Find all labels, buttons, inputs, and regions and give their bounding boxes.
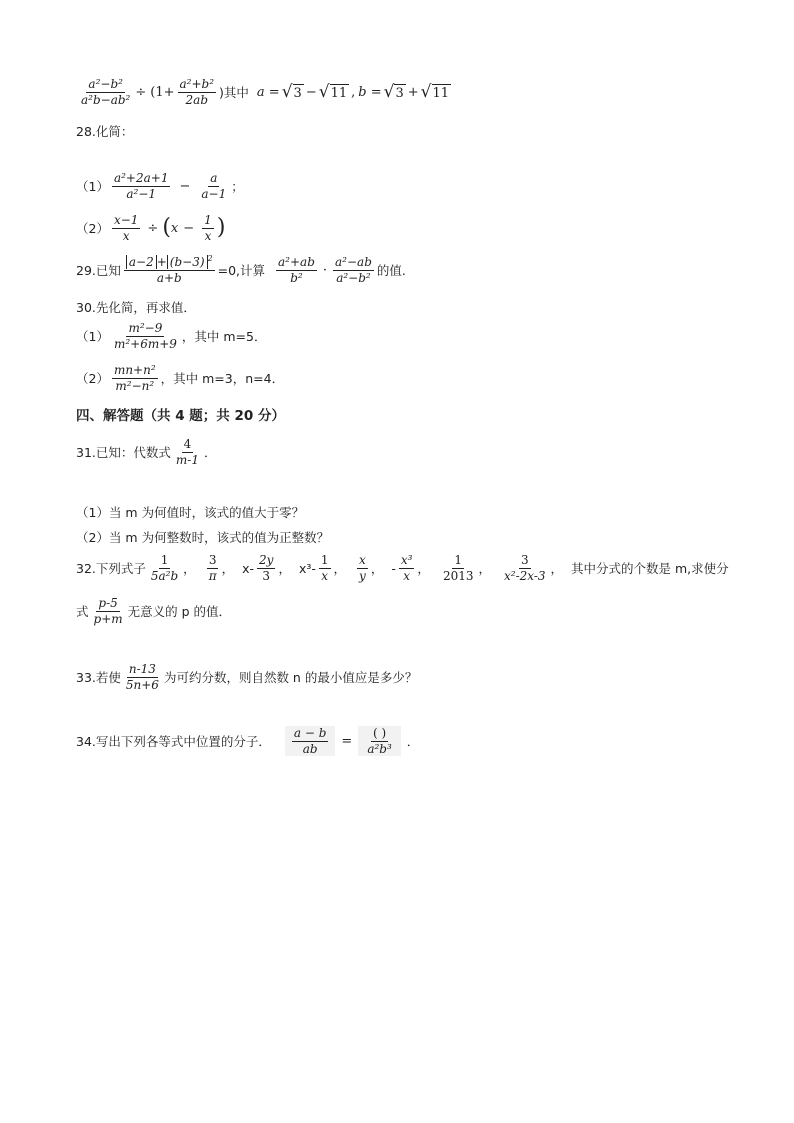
problem-32-line-2: 式 $\frac{p-5}{p+m}$ 无意义的 p 的值．	[76, 596, 232, 626]
fraction: $\frac{1}{2013}$	[442, 553, 474, 583]
fraction: $\frac{( )}{\text{a²b³}}$	[367, 726, 392, 756]
problem-28-title: 28.化简：	[76, 124, 134, 139]
fraction: $\frac{\text{a²+ab}}{\text{b²}}$	[278, 255, 315, 285]
fraction: $\frac{1}{\text{5a²b}}$	[150, 553, 179, 583]
sqrt: √ 11	[318, 81, 348, 102]
sqrt: √ 3	[383, 81, 404, 102]
fraction: $\frac{\text{x³}}{x}$	[400, 553, 413, 583]
fraction: $\frac{n-13}{5n+6}$	[125, 662, 159, 692]
equation-box	[285, 726, 336, 756]
problem-34-line: 34.写出下列各等式中位置的分子． $\frac{a - b}{ab}$ = $\frac{( )}{\text{a²b³}}$ ．	[76, 726, 420, 756]
fraction: $\frac{3}{\pi}$	[208, 553, 217, 583]
problem-33-line: 33.若使 $\frac{n-13}{5n+6}$ 为可约分数，则自然数 n 的最小值应是多少？	[76, 662, 418, 692]
problem-30-title: 30.先化简，再求值．	[76, 300, 196, 315]
fraction: $\frac{\text{mn+n²}}{\text{m²−n²}}$	[113, 363, 156, 393]
fraction: $\frac{1}{x}$	[320, 553, 329, 583]
fraction: $\frac{p-5}{p+m}$	[93, 596, 123, 626]
fraction: $\frac{1}{x}$	[204, 213, 212, 243]
fraction: $\frac{\text{a²−ab}}{\text{a²−b²}}$	[335, 255, 372, 285]
fraction: $\frac{3}{\text{x²-2x-3}}$	[504, 553, 546, 583]
sqrt: √ 11	[420, 81, 450, 102]
fraction: $\frac{a-2 + (b-3) ^2}{a+b}$	[124, 256, 215, 284]
problem-28-part2: （2） $\frac{x-1}{x}$ ÷ ( x − $\frac{1}{x}$ )	[76, 213, 226, 243]
problem-28-part1: （1） $\frac{\text{a²+2a+1}}{\text{a²−1}}$ − $\frac{a}{a-1}$ ；	[76, 171, 244, 201]
fraction: $\frac{\text{a²+2a+1}}{\text{a²−1}}$	[113, 171, 169, 201]
problem-29-line: 29.已知 $\frac{a-2 + (b-3) ^2}{a+b}$ =0,计算 $\frac{\text{a²+ab}}{\text{b²}}$ · $\frac{\text{a²−ab}}{\text{a²−b²}}$ 的值.	[76, 254, 406, 285]
problem-31-line: 31.已知：代数式 $\frac{4}{m-1}$ ．	[76, 437, 217, 467]
sqrt: √ 3	[281, 81, 302, 102]
fraction: $\frac{a - b}{ab}$	[293, 726, 327, 756]
problem-31-question-2: （2）当 m 为何整数时，该式的值为正整数？	[76, 530, 330, 545]
problem-30-part2: （2） $\frac{\text{mn+n²}}{\text{m²−n²}}$ ，其中 m=3，n=4．	[76, 363, 285, 393]
fraction: $\frac{x}{y}$	[359, 553, 366, 583]
problem-31-question-1: （1）当 m 为何值时，该式的值大于零？	[76, 505, 305, 520]
fraction: $\frac{4}{m-1}$	[175, 437, 199, 467]
equation-box	[358, 726, 400, 756]
fraction: $\frac{x-1}{x}$	[113, 213, 139, 243]
problem-27-line: $\frac{\text{a²−b²}}{\text{a²b−ab²}}$ ÷ (1+ $\frac{\text{a²+b²}}{2ab}$ )其中 a = √ 3 − √ 11 , b = √ 3 + √ 11	[81, 77, 450, 107]
fraction: $\frac{\text{a²−b²}}{\text{a²b−ab²}}$	[81, 77, 131, 107]
fraction: $\frac{\text{a²+b²}}{2ab}$	[179, 77, 215, 107]
fraction: $\frac{2y}{3}$	[259, 553, 274, 583]
problem-30-part1: （1） $\frac{\text{m²−9}}{\text{m²+6m+9}}$ ，其中 m=5．	[76, 321, 267, 351]
problem-32-line-1: 32.下列式子 $\frac{1}{\text{5a²b}}$ ， $\frac{3}{\pi}$ ， x- $\frac{2y}{3}$ ， x³- $\frac{1}{x}$ ， $\frac{x}{y}$ ， - $\frac{\text{x³}}{x}$ ， $\frac{1}{2013}$ ， $\frac{3}{\text{x²-2x-3}}$ ， 其中分式的个数是 m,求使分	[76, 553, 729, 583]
fraction: $\frac{a}{a-1}$	[201, 171, 227, 201]
fraction: $\frac{\text{m²−9}}{\text{m²+6m+9}}$	[113, 321, 177, 351]
section-heading: 四、解答题（共 4 题；共 20 分）	[76, 408, 285, 424]
